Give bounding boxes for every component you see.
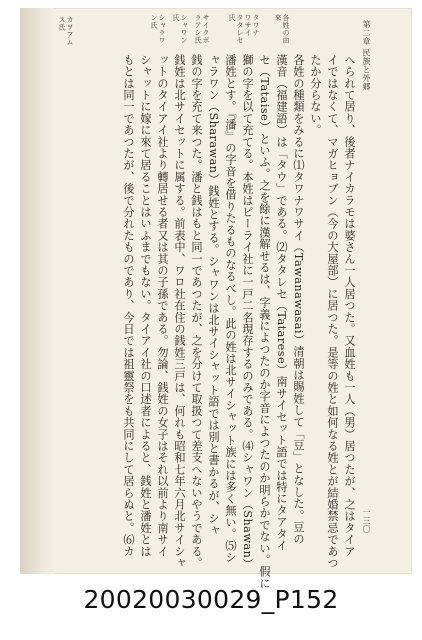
body-line: イではなくて、マガヒョブン（今の大屋部）に居つた。是等の姓と如何なる姓とが結婚禁忌であつ [326, 54, 339, 569]
body-line: 漢音（福建語）は「タウ」である。⑵タタレセ（Tatarese）南サイセット語では特にタアタイ [275, 54, 288, 552]
body-line: たか分らない。 [309, 54, 322, 136]
body-line: シャットに嫁に來て居ることはいふまでもない。タイアイ社の口述者によると、銭姓と潘姓とは [139, 54, 152, 558]
margin-note: サイクポ [202, 14, 210, 44]
page-number: 一三〇 [362, 508, 371, 534]
margin-note: 各姓の由 [282, 14, 290, 44]
body-line: 各姓の種類をみるに⑴タワナワサイ（Tawanawasai）清朝は賜姓して「豆」となした。豆の [292, 54, 305, 545]
margin-note: ワサイ [244, 14, 252, 37]
margin-note: シャラワ [158, 14, 166, 44]
body-line: 獅の字を以て充てる。本姓はピーライ社に一戸二名現存するのみである。⑷シャワン（Shawan） [241, 54, 254, 570]
margin-note: タワナ [252, 14, 260, 37]
margin-note: 氏 [172, 14, 180, 22]
body-line: セ（Tataise）といふ。之を餘に漢解せるは、字義によつたのか字音によつたのか明らかでない。假に [258, 54, 271, 590]
body-line: 銭姓は北サイセットに属する。前表中、ワロ社在住の銭姓三戸は、何れも昭和七年六月北サイシャ [173, 54, 186, 569]
running-head: 第二章 民族と外郷 [362, 20, 371, 92]
body-line: 潘姓とす。『潘』の字音を借りたるものなるべし。此の姓は北サイシャット族には多く無い。⑸シ [224, 54, 237, 564]
book-page [20, 8, 412, 590]
body-line: ットのタイアイ社より轉居せる者又は其の子孫である。勿論、銭姓の女子はそれ以前より南サイ [156, 54, 169, 558]
margin-note: ラアシ氏 [194, 14, 202, 44]
image-caption: 20020030029_P152 [83, 585, 339, 614]
margin-note: シャワン [180, 14, 188, 44]
margin-note: ス氏 [58, 16, 66, 31]
page-gutter [20, 8, 54, 574]
margin-note: 来 [274, 14, 282, 22]
margin-note: 氏 [228, 14, 236, 22]
body-line: ャラワン（Sharawan）銭姓とする。シャワンは北サイシャット語では別と書かるが、シャ [207, 54, 220, 537]
body-line: もとは同一であつたが、後で分れたものであり、今日では祖靈祭をも共同にして居らぬと。⑹カ [122, 54, 135, 558]
body-line: へられて居り、後者ナイカラモは婆さん一人居つた。又血姓も一人（男）居つたが、之はタイア [343, 54, 356, 558]
margin-note: カヲアム [66, 16, 74, 46]
margin-note: ン氏 [150, 14, 158, 29]
margin-note: タタレセ [236, 14, 244, 44]
body-line: 銭の字を充て来つた。潘と銭はもと同一であつたが、之を分けて取扱つて差支へないやうである。 [190, 54, 203, 569]
